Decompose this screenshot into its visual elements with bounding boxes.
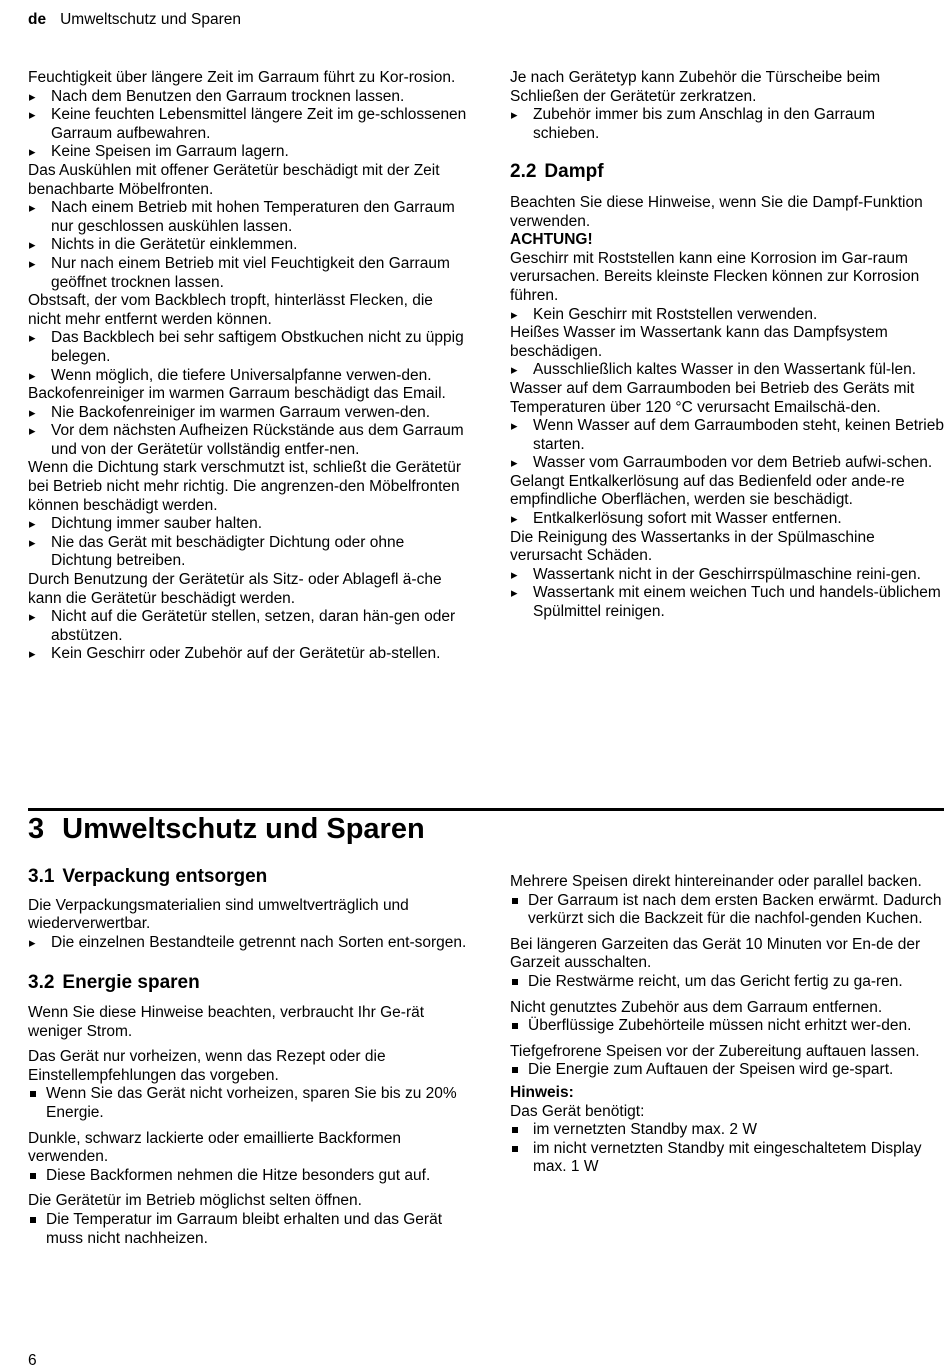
- accessory-notes: [510, 69, 944, 143]
- paragraph: Das Auskühlen mit offener Gerätetür beschädigt mit der Zeit benachbarte Möbelfronten.: [28, 161, 440, 198]
- result-item: Der Garraum ist nach dem ersten Backen erwärmt. Dadurch verkürzt sich die Backzeit für die nachfol-genden Kuchen.: [510, 892, 944, 929]
- paragraph: Die Gerätetür im Betrieb möglichst selten öffnen.: [28, 1192, 362, 1210]
- list-item: im vernetzten Standby max. 2 W: [510, 1121, 944, 1140]
- paragraph: Das Gerät benötigt:: [510, 1102, 645, 1120]
- steam-notes: [510, 194, 944, 622]
- list-item: im nicht vernetzten Standby mit eingeschaltetem Display max. 1 W: [510, 1140, 944, 1177]
- instruction-item: ▸ Nie Backofenreiniger im warmen Garraum verwen-den.: [28, 404, 468, 423]
- instruction-item: ▸ Nach dem Benutzen den Garraum trocknen lassen.: [28, 88, 468, 107]
- paragraph: Je nach Gerätetyp kann Zubehör die Türscheibe beim Schließen der Gerätetür zerkratzen.: [510, 69, 881, 105]
- paragraph: Die Reinigung des Wassertanks in der Spülmaschine verursacht Schäden.: [510, 528, 875, 565]
- paragraph: Die Verpackungsmaterialien sind umweltverträglich und wiederverwertbar.: [28, 896, 409, 933]
- section-3-1-heading: 3.1 Verpackung entsorgen: [28, 866, 268, 887]
- instruction-item: ▸ Kein Geschirr mit Roststellen verwenden.: [510, 306, 944, 325]
- paragraph: Das Gerät nur vorheizen, wenn das Rezept oder die Einstellempfehlungen das vorgeben.: [28, 1048, 386, 1084]
- instruction-item: ▸ Dichtung immer sauber halten.: [28, 515, 468, 534]
- instruction-item: ▸ Zubehör immer bis zum Anschlag in den Garraum schieben.: [510, 106, 944, 143]
- energy-notes: [28, 1004, 468, 1248]
- paragraph: Geschirr mit Roststellen kann eine Korrosion im Gar-raum verursachen. Bereits kleinste Flecken können zur Korrosion führen.: [510, 249, 920, 304]
- result-item: Die Restwärme reicht, um das Gericht fertig zu ga-ren.: [510, 973, 944, 992]
- instruction-item: ▸ Die einzelnen Bestandteile getrennt nach Sorten ent-sorgen.: [28, 934, 468, 953]
- paragraph: Obstsaft, der vom Backblech tropft, hinterlässt Flecken, die nicht mehr entfernt werden können.: [28, 292, 433, 328]
- instruction-item: ▸ Keine feuchten Lebensmittel längere Zeit im ge-schlossenen Garraum aufbewahren.: [28, 106, 468, 143]
- header-title: Umweltschutz und Sparen: [60, 11, 242, 28]
- instruction-item: ▸ Keine Speisen im Garraum lagern.: [28, 143, 468, 162]
- result-item: Wenn Sie das Gerät nicht vorheizen, sparen Sie bis zu 20% Energie.: [28, 1085, 468, 1122]
- paragraph: Backofenreiniger im warmen Garraum beschädigt das Email.: [28, 385, 446, 403]
- column-left-top: [28, 69, 468, 664]
- paragraph: Dunkle, schwarz lackierte oder emaillierte Backformen verwenden.: [28, 1129, 402, 1166]
- column-left-bottom: [28, 866, 468, 1248]
- section-2-2-heading: 2.2 Dampf: [510, 161, 604, 183]
- result-item: Überflüssige Zubehörteile müssen nicht erhitzt wer-den.: [510, 1017, 944, 1036]
- page-header: [28, 11, 241, 29]
- instruction-item: ▸ Das Backblech bei sehr saftigem Obstkuchen nicht zu üppig belegen.: [28, 329, 468, 366]
- warning-label: ACHTUNG!: [510, 231, 593, 249]
- chapter-divider: [28, 808, 944, 811]
- result-item: Die Energie zum Auftauen der Speisen wird ge-spart.: [510, 1061, 944, 1080]
- instruction-item: ▸ Nicht auf die Gerätetür stellen, setzen, daran hän-gen oder abstützen.: [28, 608, 468, 645]
- instruction-item: ▸ Ausschließlich kaltes Wasser in den Wassertank fül-len.: [510, 361, 944, 380]
- instruction-item: ▸ Wassertank nicht in der Geschirrspülmaschine reini-gen.: [510, 566, 944, 585]
- packaging-notes: [28, 897, 468, 953]
- paragraph: Nicht genutztes Zubehör aus dem Garraum entfernen.: [510, 998, 883, 1016]
- paragraph: Mehrere Speisen direkt hintereinander oder parallel backen.: [510, 873, 922, 890]
- instruction-item: ▸ Wassertank mit einem weichen Tuch und handels-üblichem Spülmittel reinigen.: [510, 584, 944, 621]
- instruction-item: ▸ Vor dem nächsten Aufheizen Rückstände aus dem Garraum und von der Gerätetür vollständig entfer-nen.: [28, 422, 468, 459]
- instruction-item: ▸ Nichts in die Gerätetür einklemmen.: [28, 236, 468, 255]
- paragraph: Wasser auf dem Garraumboden bei Betrieb des Geräts mit Temperaturen über 120 °C verursacht Emailschä-den.: [510, 379, 915, 416]
- result-item: Die Temperatur im Garraum bleibt erhalten und das Gerät muss nicht nachheizen.: [28, 1211, 468, 1248]
- paragraph: Wenn die Dichtung stark verschmutzt ist, schließt die Gerätetür bei Betrieb nicht mehr richtig. Die angrenzen-den Möbelfronten können beschädigt werden.: [28, 459, 462, 514]
- column-right-bottom: [510, 873, 944, 1177]
- paragraph: Wenn Sie diese Hinweise beachten, verbraucht Ihr Ge-rät weniger Strom.: [28, 1003, 425, 1040]
- paragraph: Gelangt Entkalkerlösung auf das Bedienfeld oder ande-re empfindliche Oberflächen, werden sie beschädigt.: [510, 472, 905, 509]
- instruction-item: ▸ Wasser vom Garraumboden vor dem Betrieb aufwi-schen.: [510, 454, 944, 473]
- paragraph: Heißes Wasser im Wassertank kann das Dampfsystem beschädigen.: [510, 324, 888, 360]
- paragraph: Durch Benutzung der Gerätetür als Sitz- oder Ablagefl ä-che kann die Gerätetür beschädigt werden.: [28, 571, 442, 607]
- instruction-item: ▸ Kein Geschirr oder Zubehör auf der Gerätetür ab-stellen.: [28, 645, 468, 664]
- paragraph: Bei längeren Garzeiten das Gerät 10 Minuten vor En-de der Garzeit ausschalten.: [510, 935, 921, 972]
- paragraph: Beachten Sie diese Hinweise, wenn Sie die Dampf-Funktion verwenden.: [510, 193, 923, 230]
- section-3-2-heading: 3.2 Energie sparen: [28, 972, 200, 994]
- language-code: de: [28, 11, 47, 28]
- instruction-item: ▸ Wenn möglich, die tiefere Universalpfanne verwen-den.: [28, 367, 468, 386]
- chapter-3-heading: 3 Umweltschutz und Sparen: [28, 813, 425, 845]
- instruction-item: ▸ Nur nach einem Betrieb mit viel Feuchtigkeit den Garraum geöffnet trocknen lassen.: [28, 255, 468, 292]
- paragraph: Feuchtigkeit über längere Zeit im Garraum führt zu Kor-rosion.: [28, 69, 456, 86]
- instruction-item: ▸ Nach einem Betrieb mit hohen Temperaturen den Garraum nur geschlossen auskühlen lassen.: [28, 199, 468, 236]
- instruction-item: ▸ Wenn Wasser auf dem Garraumboden steht, keinen Betrieb starten.: [510, 417, 944, 454]
- result-item: Diese Backformen nehmen die Hitze besonders gut auf.: [28, 1167, 468, 1186]
- instruction-item: ▸ Entkalkerlösung sofort mit Wasser entfernen.: [510, 510, 944, 529]
- instruction-item: ▸ Nie das Gerät mit beschädigter Dichtung oder ohne Dichtung betreiben.: [28, 534, 468, 571]
- note-label: Hinweis:: [510, 1083, 574, 1101]
- column-right-top: [510, 69, 944, 622]
- page-number: 6: [28, 1352, 37, 1369]
- paragraph: Tiefgefrorene Speisen vor der Zubereitung auftauen lassen.: [510, 1042, 920, 1060]
